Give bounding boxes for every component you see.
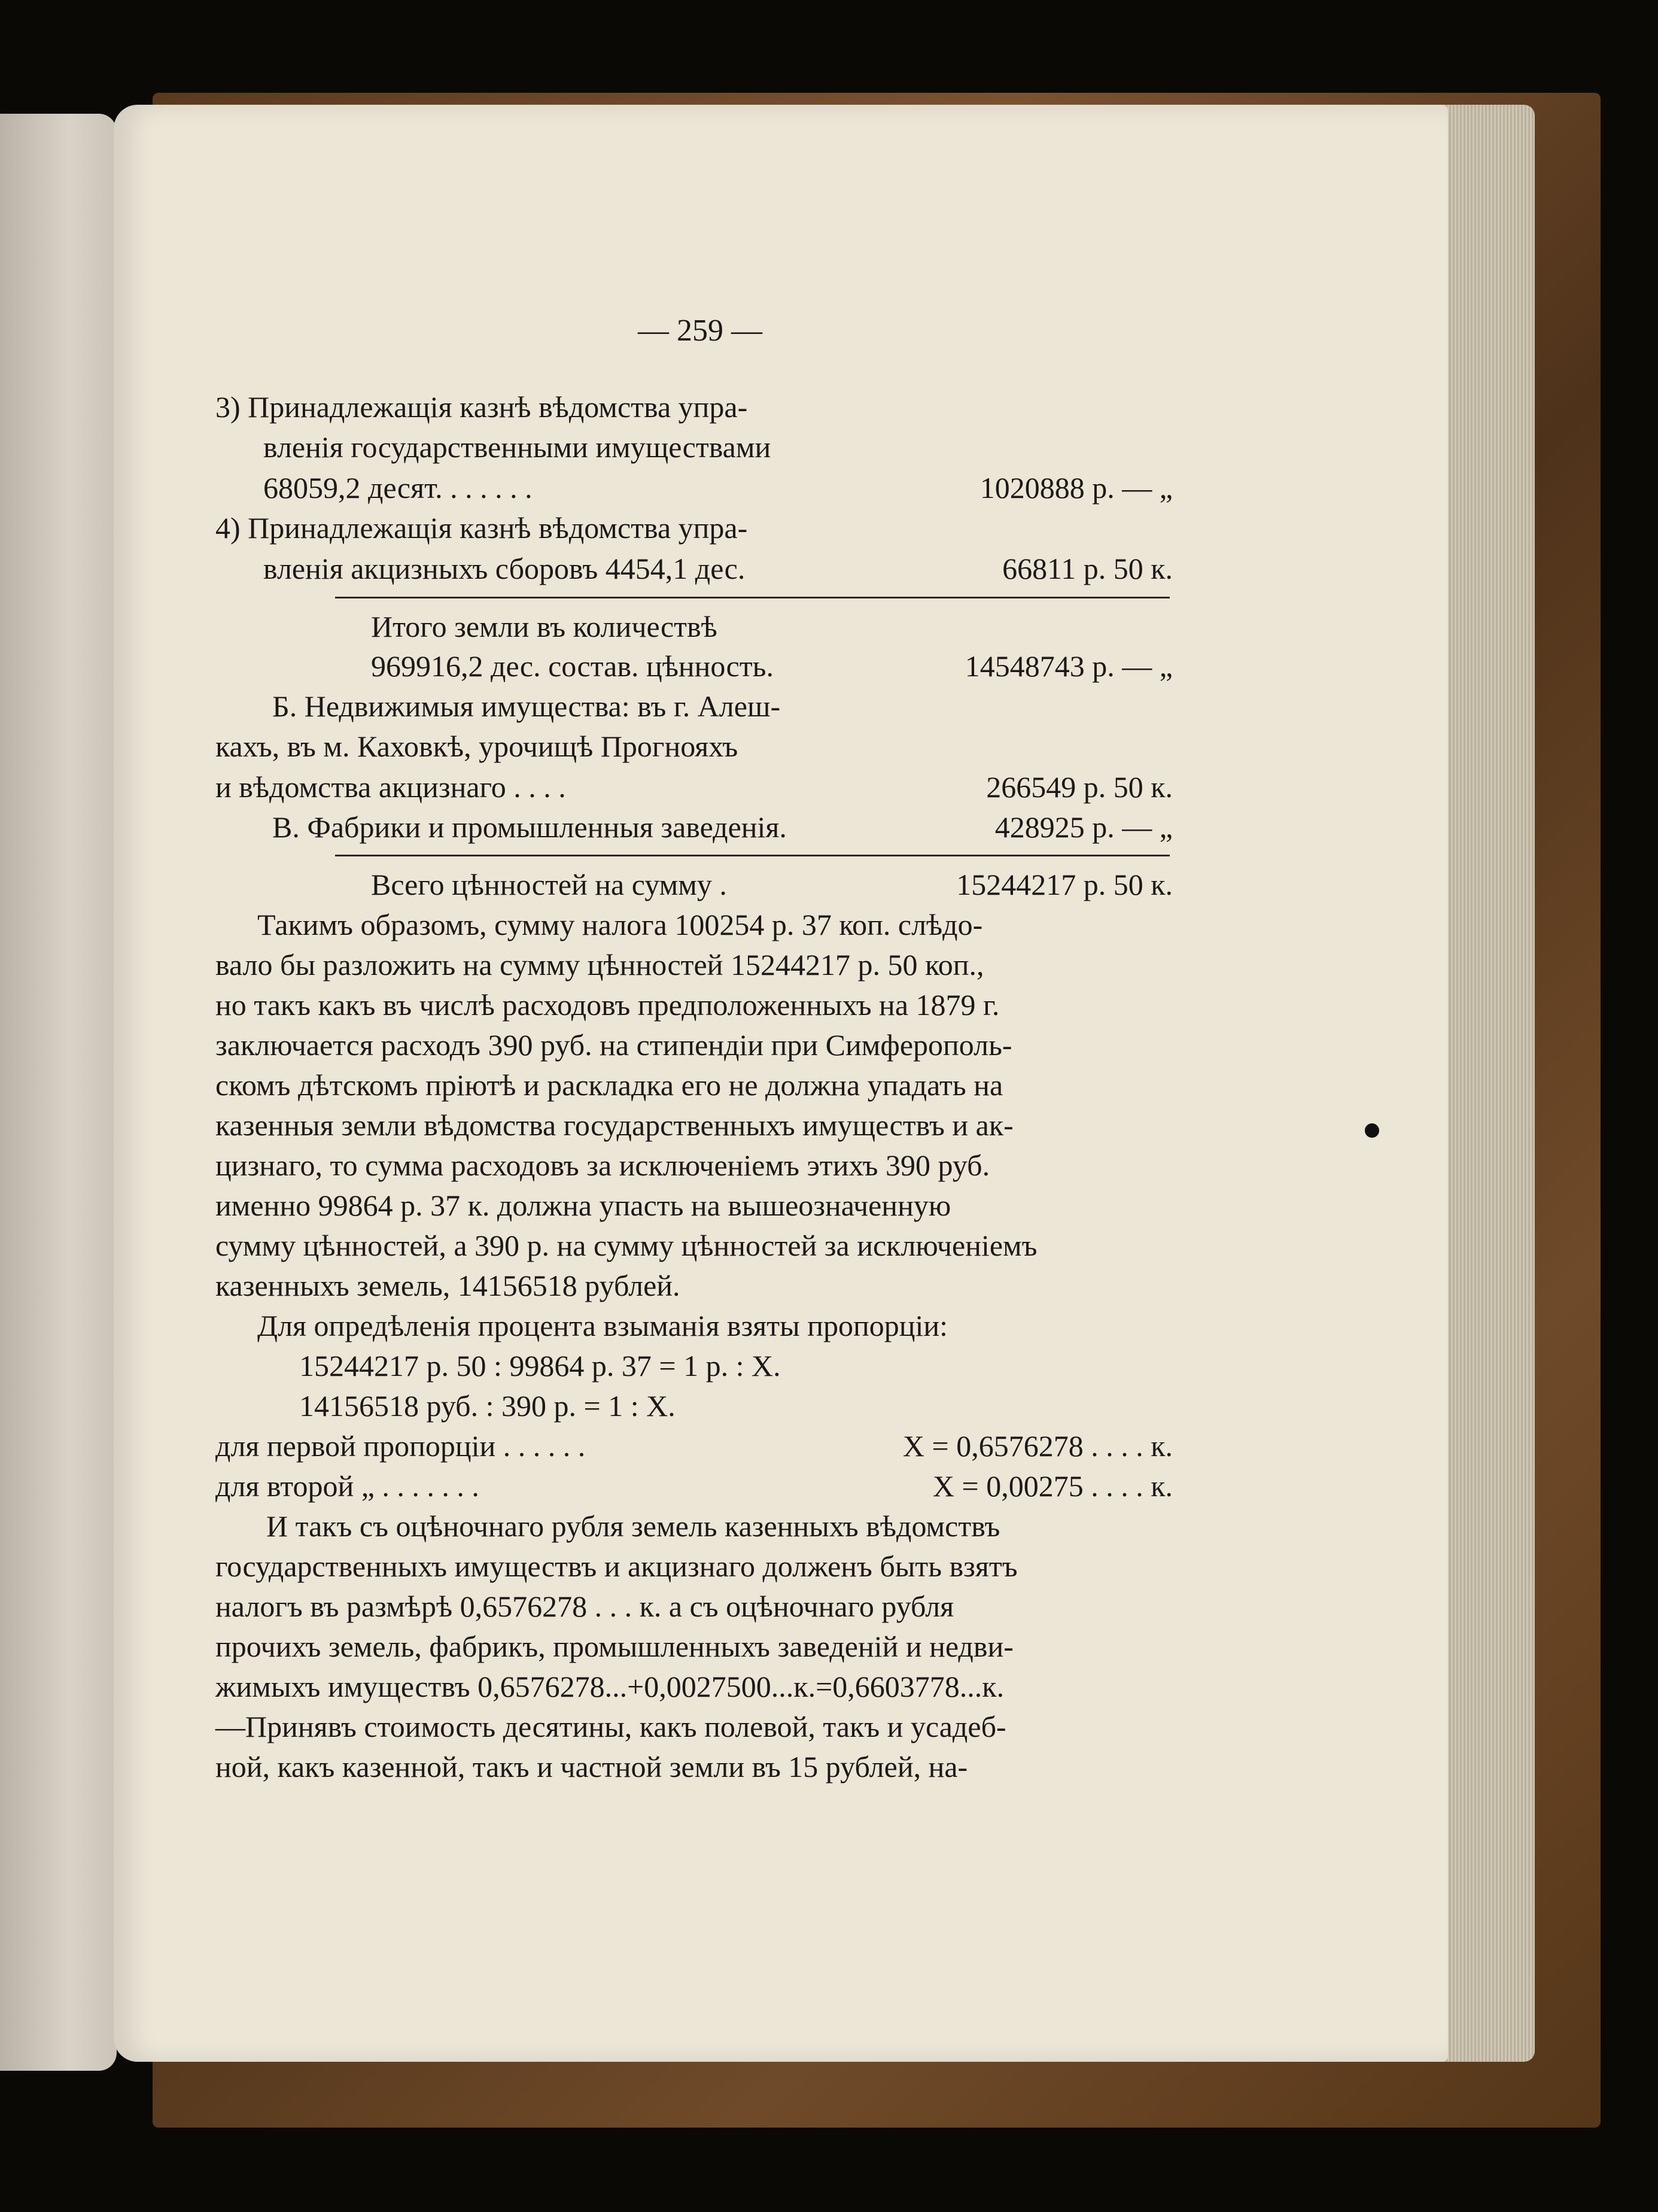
para1-line: Такимъ образомъ, сумму налога 100254 р. 37 коп. слѣдо- [257, 908, 983, 941]
para2-line: —Принявъ стоимость десятины, какъ полевой, такъ и усадеб- [215, 1710, 1006, 1743]
para1-line: казенныя земли вѣдомства государственныхъ имуществъ и ак- [215, 1108, 1014, 1142]
para2-line: налогъ въ размѣрѣ 0,6576278 . . . к. а съ оцѣночнаго рубля [215, 1590, 954, 1623]
proportion-1: 15244217 р. 50 : 99864 р. 37 = 1 р. : X. [299, 1349, 781, 1382]
rule-1 [335, 597, 1170, 598]
itogo-line-1: Итого земли въ количествѣ [371, 610, 717, 643]
para1-line: но такъ какъ въ числѣ расходовъ предположенныхъ на 1879 г. [215, 988, 1000, 1022]
b-value: 266549 р. 50 к. [986, 770, 1173, 804]
itogo-line-2: 969916,2 дес. состав. цѣнность. [371, 649, 774, 683]
item-4-value: 66811 р. 50 к. [1002, 552, 1173, 585]
b-line-1: Б. Недвижимыя имущества: въ г. Алеш- [272, 689, 781, 723]
v-value: 428925 р. — „ [994, 810, 1173, 844]
result-1-value: X = 0,6576278 . . . . к. [902, 1429, 1173, 1463]
para1-line: скомъ дѣтскомъ пріютѣ и раскладка его не должна упадать на [215, 1068, 1003, 1102]
item-3-line-2: вленія государственными имуществами [263, 430, 771, 464]
ink-spot [1365, 1123, 1379, 1138]
item-3-line-3: 68059,2 десят. . . . . . . [263, 471, 533, 505]
vsego-value: 15244217 р. 50 к. [956, 868, 1173, 901]
result-2-label: для второй „ . . . . . . . [215, 1469, 479, 1503]
para2-line: ной, какъ казенной, такъ и частной земли въ 15 рублей, на- [215, 1750, 968, 1783]
para1-line: цизнаго, то сумма расходовъ за исключеніемъ этихъ 390 руб. [215, 1148, 990, 1182]
item-4-line-2: вленія акцизныхъ сборовъ 4454,1 дес. [263, 552, 746, 585]
b-line-2: кахъ, въ м. Каховкѣ, урочищѣ Прогнояхъ [215, 730, 738, 763]
para1-line: заключается расходъ 390 руб. на стипендіи при Симферополь- [215, 1028, 1012, 1062]
para2-line: жимыхъ имуществъ 0,6576278...+0,0027500...к.=0,6603778...к. [215, 1670, 1005, 1703]
para1-line: сумму цѣнностей, а 390 р. на сумму цѣнностей за исключеніемъ [215, 1229, 1038, 1262]
item-3-line-1: 3) Принадлежащія казнѣ вѣдомства упра- [215, 390, 748, 424]
b-line-3: и вѣдомства акцизнаго . . . . [215, 770, 566, 804]
para1-line: именно 99864 р. 37 к. должна упасть на вышеозначенную [215, 1189, 951, 1222]
para1-line: вало бы разложить на сумму цѣнностей 15244217 р. 50 коп., [215, 948, 984, 982]
para2-line: государственныхъ имуществъ и акцизнаго долженъ быть взятъ [215, 1549, 1018, 1583]
vsego-line: Всего цѣнностей на сумму . [371, 868, 727, 901]
proportion-2: 14156518 руб. : 390 р. = 1 : X. [299, 1389, 676, 1423]
result-1-label: для первой пропорціи . . . . . . [215, 1429, 586, 1463]
v-line-1: В. Фабрики и промышленныя заведенія. [272, 810, 787, 844]
para1-line: казенныхъ земель, 14156518 рублей. [215, 1269, 680, 1302]
para2-line: прочихъ земель, фабрикъ, промышленныхъ заведеній и недви- [215, 1630, 1014, 1663]
itogo-value: 14548743 р. — „ [965, 649, 1173, 683]
page-number: — 259 — [638, 314, 762, 348]
item-4-line-1: 4) Принадлежащія казнѣ вѣдомства упра- [215, 511, 748, 545]
rule-2 [335, 855, 1170, 856]
item-3-value: 1020888 р. — „ [979, 471, 1173, 505]
result-2-value: X = 0,00275 . . . . к. [932, 1469, 1173, 1503]
proportions-intro: Для опредѣленія процента взыманія взяты пропорціи: [257, 1309, 948, 1342]
para2-line: И такъ съ оцѣночнаго рубля земель казенныхъ вѣдомствъ [266, 1509, 1000, 1543]
